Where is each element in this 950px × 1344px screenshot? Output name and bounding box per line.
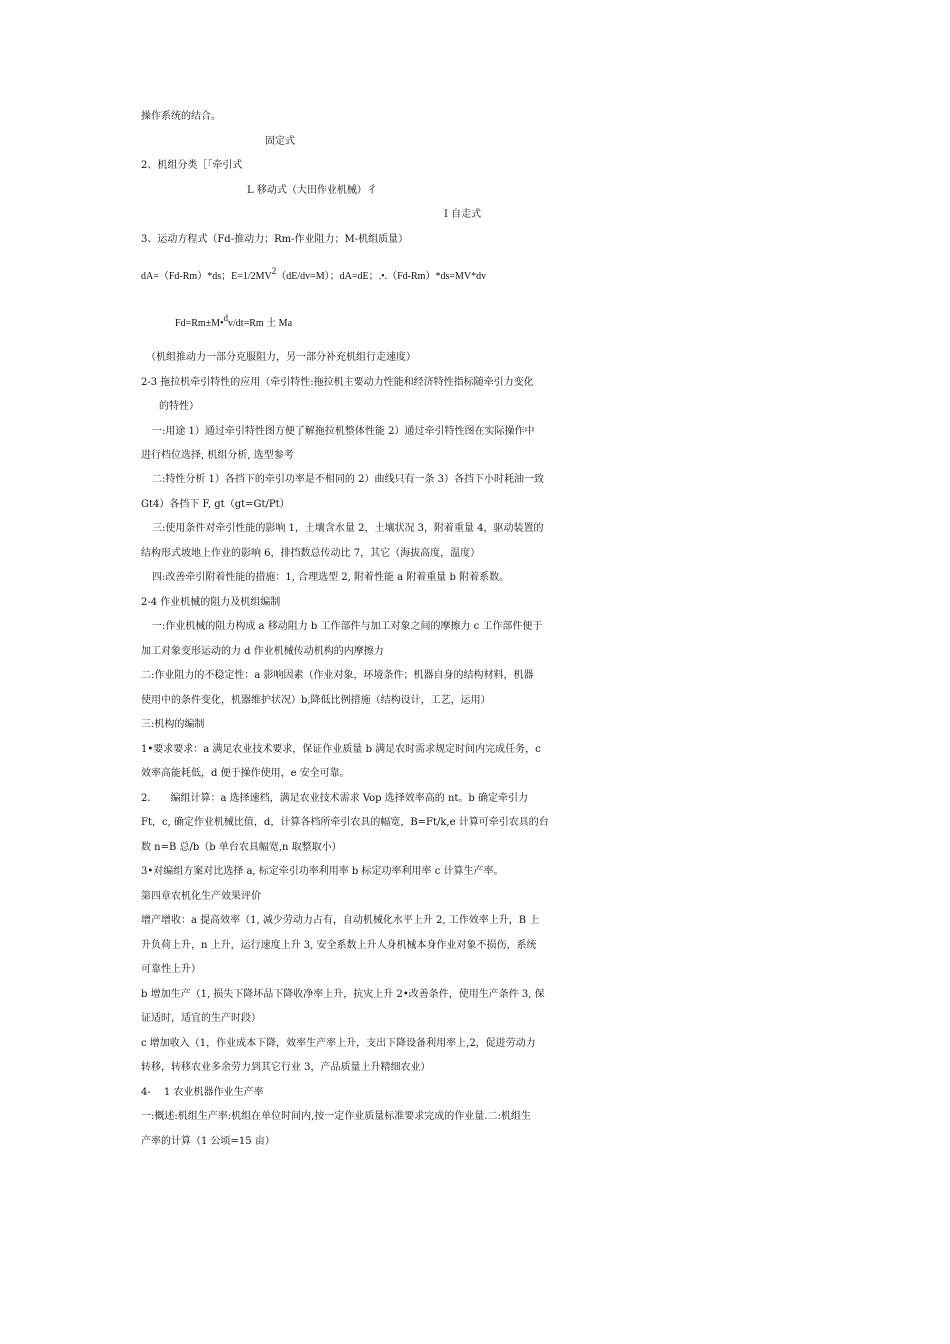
text-line: 操作系统的结合。: [141, 111, 221, 122]
formula-superscript: d: [223, 313, 229, 323]
text-line: 转移，转移农业多余劳力到其它行业 3，产品质量上升精细农业）: [141, 1062, 431, 1073]
text-line: 二:作业阻力的不稳定性：a 影响因素（作业对象，环境条件；机器自身的结构材料，机器: [141, 670, 534, 681]
text-line: 使用中的条件变化，机器维护状况）b,降低比例措施（结构设计，工艺，运用）: [141, 695, 491, 706]
text-line: 一:概述:机组生产率:机组在单位时间内,按一定作业质量标准要求完成的作业量.二:机组生: [141, 1111, 531, 1122]
text-line: 3、运动方程式（Fd-推动力；Rm-作业阻力；M-机组质量）: [141, 234, 409, 245]
text-line: 三:使用条件对牵引性能的影响 1，土壤含水量 2，土壤状况 3，附着重量 4，驱动装置的: [152, 523, 544, 534]
text-line: c 增加收入（1，作业成本下降，效率生产率上升，支出下降设备利用率上,2，促进劳动力: [141, 1038, 536, 1049]
formula-part: Fd=Rm±M•: [175, 318, 224, 329]
text-line: 3•对编组方案对比选择 a, 标定牵引功率利用率 b 标定功率利用率 c 计算生产率。: [141, 866, 504, 877]
text-line: Ft，c, 确定作业机械比值，d，计算各档所牵引农具的幅宽，B=Ft/k,e 计算可牵引农具的台: [141, 817, 549, 828]
text-line: 产率的计算（1 公顷=15 亩）: [141, 1136, 275, 1147]
formula-part: v/dt=Rm 土 Ma: [228, 318, 293, 329]
formula-part: dA=（Fd-Rm）*ds；E=1/2MV: [141, 271, 272, 282]
text-line: 三:机构的编制: [141, 719, 205, 730]
text-line: 进行档位选择, 机组分析, 选型参考: [141, 450, 294, 461]
formula-line: [141, 266, 813, 288]
text-line: 2. 编组计算：a 选择速档，满足农业技术需求 Vop 选择效率高的 nt。b 确定牵引力: [141, 793, 528, 804]
text-line: 数 n=B 总/b（b 单台农具幅宽,n 取整取小）: [141, 842, 342, 853]
text-line: 增产增收：a 提高效率（1, 减少劳动力占有，自动机械化水平上升 2, 工作效率上升，B 上: [141, 915, 540, 926]
text-line: 结构形式坡地上作业的影响 6，排挡数总传动比 7，其它（海拔高度，温度）: [141, 548, 481, 559]
text-line: 升负荷上升，n 上升，运行速度上升 3, 安全系数上升人身机械本身作业对象不损伤，系统: [141, 940, 537, 951]
text-line: （机组推动力一部分克服阻力，另一部分补充机组行走速度）: [146, 352, 416, 363]
section-heading: 4- 1 农业机器作业生产率: [141, 1087, 264, 1098]
text-line: 二:特性分析 1）各挡下的牵引功率是不相同的 2）曲线只有一条 3）各挡下小时耗油一致: [152, 474, 544, 485]
text-line: 一:作业机械的阻力构成 a 移动阻力 b 工作部件与加工对象之间的摩擦力 c 工作部件便于: [152, 621, 543, 632]
formula-line: [175, 313, 847, 335]
text-line: 一:用途 1）通过牵引特性图方便了解拖拉机整体性能 2）通过牵引特性图在实际操作中: [152, 426, 535, 437]
text-line: 2-3 拖拉机牵引特性的应用（牵引特性:拖拉机主要动力性能和经济特性指标随牵引力变化: [141, 377, 534, 388]
text-line: I 自走式: [444, 209, 482, 220]
text-line: 证适时，适宜的生产时段）: [141, 1013, 261, 1024]
text-line: b 增加生产（1, 损失下降坏品下降收净率上升，抗灾上升 2•改善条件，使用生产条件 3, 保: [141, 989, 545, 1000]
formula-part: （dE/dv=M）；dA=dE；.•.（Fd-Rm）*ds=MV*dv: [276, 271, 487, 282]
text-line: 四:改善牵引附着性能的措施：1, 合理选型 2, 附着性能 a 附着重量 b 附着系数。: [152, 572, 510, 583]
text-line: Gt4）各挡下 F, gt（gt=Gt/Pt）: [141, 499, 290, 510]
formula-superscript: 2: [271, 266, 277, 276]
section-heading: 2-4 作业机械的阻力及机组编制: [141, 597, 281, 608]
text-line: 2、机组分类［「牵引式: [141, 160, 243, 171]
text-line: 加工对象变形运动的力 d 作业机械传动机构的内摩擦力: [141, 646, 384, 657]
text-line: L 移动式（大田作业机械）彳: [247, 185, 377, 196]
chapter-heading: 第四章农机化生产效果评价: [141, 891, 261, 902]
text-line: 1•要求要求：a 满足农业技术要求，保证作业质量 b 满足农时需求规定时间内完成任务，c: [141, 744, 541, 755]
text-line: 可靠性上升）: [141, 964, 201, 975]
text-line: 的特性）: [159, 401, 199, 412]
text-line: 固定式: [265, 136, 295, 147]
text-line: 效率高能耗低，d 便于操作使用，e 安全可靠。: [141, 768, 350, 779]
